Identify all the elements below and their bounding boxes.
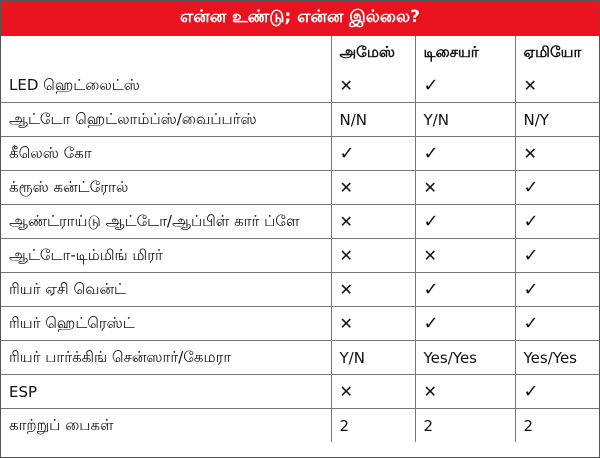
value-cell: ✓ <box>515 171 599 205</box>
value-cell: 2 <box>331 409 415 443</box>
value-cell: ✓ <box>515 273 599 307</box>
value-cell: ✕ <box>331 171 415 205</box>
table-row <box>1 137 599 171</box>
header-car-amaze: அமேஸ் <box>331 36 415 69</box>
table-row <box>1 239 599 273</box>
table-row <box>1 375 599 409</box>
table-row <box>1 69 599 103</box>
value-cell: ✓ <box>415 137 515 171</box>
feature-label: ஆட்டோ-டிம்மிங் மிரர் <box>1 239 331 273</box>
value-cell: ✕ <box>331 307 415 341</box>
feature-label: ESP <box>1 375 331 409</box>
header-row <box>1 36 599 69</box>
table-title: என்ன உண்டு; என்ன இல்லை? <box>1 1 599 36</box>
value-cell: ✓ <box>415 205 515 239</box>
table-row <box>1 409 599 443</box>
feature-label: ஆட்டோ ஹெட்லாம்ப்ஸ்/வைப்பர்ஸ் <box>1 103 331 137</box>
value-cell: ✓ <box>515 239 599 273</box>
table-row <box>1 103 599 137</box>
value-cell: ✓ <box>415 69 515 103</box>
feature-label: ரியர் ஹெட்ரெஸ்ட் <box>1 307 331 341</box>
table-row <box>1 205 599 239</box>
feature-label: LED ஹெட்லைட்ஸ் <box>1 69 331 103</box>
table-row <box>1 307 599 341</box>
value-cell: ✓ <box>415 273 515 307</box>
table-row <box>1 171 599 205</box>
value-cell: ✕ <box>331 205 415 239</box>
value-cell: ✓ <box>415 307 515 341</box>
header-car-ameo: ஏமியோ <box>515 36 599 69</box>
value-cell: ✓ <box>515 375 599 409</box>
value-cell: N/N <box>331 103 415 137</box>
value-cell: ✓ <box>515 205 599 239</box>
table-row <box>1 273 599 307</box>
feature-label: காற்றுப் பைகள் <box>1 409 331 443</box>
table-row <box>1 341 599 375</box>
feature-label: க்ரூஸ் கன்ட்ரோல் <box>1 171 331 205</box>
value-cell: N/Y <box>515 103 599 137</box>
value-cell: ✕ <box>415 171 515 205</box>
feature-label: ஆண்ட்ராய்டு ஆட்டோ/ஆப்பிள் கார் ப்ளே <box>1 205 331 239</box>
value-cell: ✕ <box>331 239 415 273</box>
value-cell: 2 <box>415 409 515 443</box>
header-car-dzire: டிசையர் <box>415 36 515 69</box>
feature-label: ரியர் ஏசி வென்ட் <box>1 273 331 307</box>
value-cell: Y/N <box>331 341 415 375</box>
value-cell: Yes/Yes <box>415 341 515 375</box>
value-cell: ✕ <box>515 69 599 103</box>
feature-comparison-table <box>1 36 599 442</box>
value-cell: ✓ <box>331 137 415 171</box>
value-cell: ✕ <box>331 69 415 103</box>
value-cell: ✓ <box>515 307 599 341</box>
value-cell: ✕ <box>415 239 515 273</box>
value-cell: 2 <box>515 409 599 443</box>
value-cell: ✕ <box>515 137 599 171</box>
feature-label: கீலெஸ் கோ <box>1 137 331 171</box>
value-cell: ✕ <box>331 273 415 307</box>
value-cell: ✕ <box>331 375 415 409</box>
value-cell: ✕ <box>415 375 515 409</box>
header-feature-cell <box>1 36 331 69</box>
feature-label: ரியர் பார்க்கிங் சென்ஸார்/கேமரா <box>1 341 331 375</box>
value-cell: Yes/Yes <box>515 341 599 375</box>
value-cell: Y/N <box>415 103 515 137</box>
